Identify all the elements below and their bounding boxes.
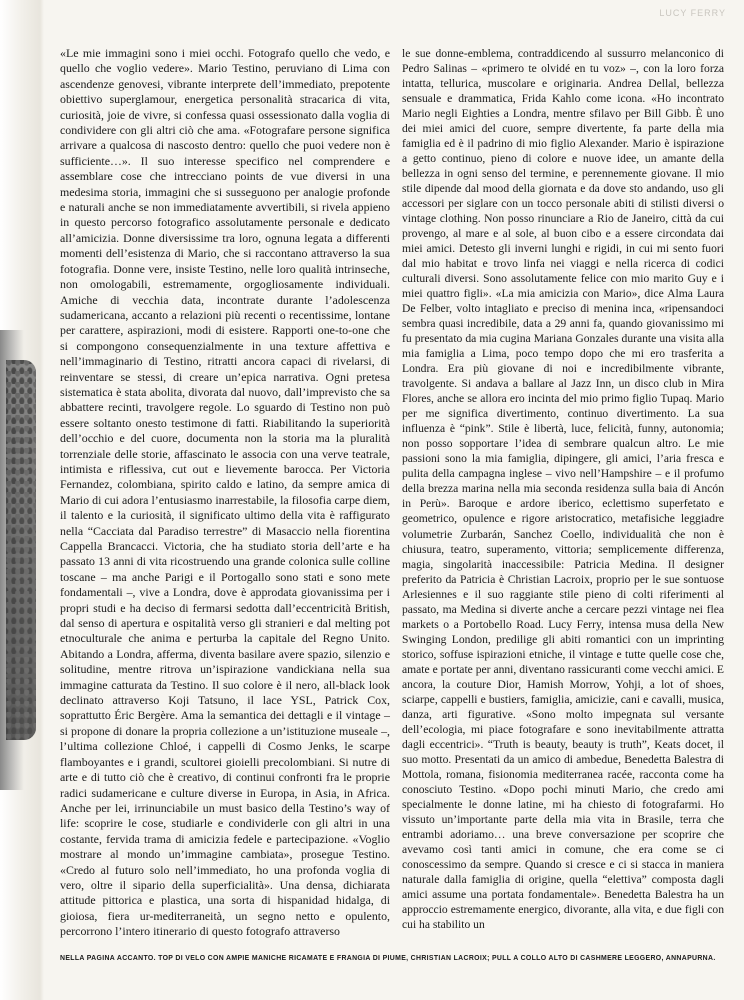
article-column-right: le sue donne-emblema, contraddicendo al sussurro melanconico di Pedro Salinas – «primero te olvidé en tu voz» –, con la loro forza intatta, tellurica, muscolare e originaria. Andrea Dellal, bellezza sensuale e drammatica, Frida Kahlo come icona. «Ho incontrato Mario negli Eighties a Londra, mentre sfilavo per Bill Gibb. È uno dei miei amici del cuore, sempre divertente, fa parte della mia famiglia ed è il padrino di mio figlio Alexander. Mario è ispirazione a getto continuo, pieno di colore e nuove idee, un amante della bellezza in ogni senso del termine, e perennemente giovane. Il mio stile dipende dal mood della giornata e da dove sto andando, uso gli accessori per siglare con un tocco personale abiti di stilisti diversi o vintage clothing. Non posso rinunciare a Rio de Janeiro, città da cui provengo, al mare e al sole, al buon cibo e a essere circondata dai miei amici. Detesto gli inverni lunghi e rigidi, in cui mi sento fuori dal mio habitat e trovo linfa nei viaggi e nella ricerca di codici culturali diversi. Sono assolutamente felice con mio marito Guy e i miei quattro figli». «La mia amicizia con Mario», dice Alma Laura De Felber, volto intagliato e preciso di menina inca, «ripensandoci sembra quasi incredibile, data a 29 anni fa, quando giovanissimo mi fu presentato da mia cugina Mariana Gonzales durante una visita alla mia famiglia a Lima, poco tempo dopo che mi ero trasferita a Londra. Era più giovane di noi e incredibilmente vibrante, travolgente. Si andava a ballare al Jazz Inn, un disco club in Mira Flores, anche se allora ero incinta del mio primo figlio Tupaq. Mario per me significa divertimento, continuo divertimento. La sua influenza è “pink”. Stile è libertà, luce, felicità, funny, autonomia; non posso sopportare l’idea di sembrare qualcun altro. Le mie passioni sono la mia famiglia, dipingere, gli amici, l’aria fresca e pulita della campagna inglese – vivo nell’Hampshire – e il profumo della brezza marina nella mia seconda residenza sulla baia di Ancón in Perù». Baroque e ardore iberico, eclettismo superfetato e geometrico, opulence e rigore aristocratico, metafisiche leggiadre volumetrie Zurbarán, Sanchez Coello, individualità che non è chiusura, teatro, superamento, vittoria; semplicemente differenza, magia, singolarità inaccessibile: Patricia Medina. Il designer preferito da Patricia è Christian Lacroix, proprio per le sue sontuose Arlesiennes e il suo raggiante stile pieno di colti riferimenti al passato, ma Medina si diverte anche a cercare pezzi vintage nei flea markets o a Portobello Road. Lucy Ferry, intensa musa della New Swinging London, predilige gli abiti romantici con un imprinting storico, soffuse ispirazioni etniche, il vintage e tutte quelle cose che, amate e portate per anni, diventano rassicuranti come vecchi amici. E ancora, la couture Dior, Hamish Morrow, Yohji, a lot of shoes, sciarpe, cappelli e bustiers, famiglia, amicizie, cani e cavalli, musica, danza, arti figurative. «Sono molto impegnata sul versante dell’ecologia, mi piace fotografare e sono inevitabilmente attratta dagli eccentrici». “Truth is beauty, beauty is truth”, Keats docet, il suo motto. Presentati da un amico di ambedue, Benedetta Balestra di Mottola, romana, fisionomia mediterranea racée, racconta come ha conosciuto Testino. «Dopo pochi minuti Mario, che credo ami specialmente le donne latine, mi ha chiesto di fotografarmi. Ho vissuto un’importante parte della mia vita in Brasile, terra che entrambi adoriamo… una breve conversazione per scoprire che avevamo così tanti amici in comune, che era come se ci conoscessimo da sempre. Quando si cresce e ci si stacca in maniera naturale dalla famiglia di origine, quella “elettiva” composta dagli amici assume una portata fondamentale». Benedetta Balestra ha un approccio estremamente energico, divorante, alla vita, e due figli con cui ha stabilito un [402,47,724,931]
facing-page-photo-fragment [6,360,36,740]
article-column-left: «Le mie immagini sono i miei occhi. Fotografo quello che vedo, e quello che voglio vedere». Mario Testino, peruviano di Lima con ascendenze genovesi, vibrante interprete dell’immediato, prepotente obiettivo superglamour, energetica personalità stracarica di vita, curiosità, joie de vivre, si confessa quasi ossessionato dalla voglia di condividere con gli altri ciò che ama. «Fotografare persone significa arrivare a qualcosa di nascosto dentro: quello che puoi vedere non è sufficiente…». Il suo interesse specifico nel comprendere e assemblare cose che intrecciano points de vue diversi in una medesima storia, immagini che si susseguono per analogie profonde e naturali anche se non immediatamente avvertibili, si rivela appieno in questo percorso fotografico assolutamente personale e dedicato all’amicizia. Donne diversissime tra loro, ognuna legata a differenti momenti dell’esistenza di Mario, che si raccontano attraverso la sua fotografia. Donne vere, insiste Testino, nelle loro qualità intrinseche, non omologabili, estremamente, orgogliosamente individuali. Amiche di vecchia data, incontrate durante l’adolescenza sudamericana, accanto a relazioni più recenti o recentissime, lontane per carattere, aspirazioni, modi di esistere. Rapporti one-to-one che si compongono consequenzialmente in una texture affettiva e nell’immaginario di Testino, ritratti ancora capaci di rivelarsi, di reinventare se stessi, di creare un’epica narrativa. Ogni pretesa sistematica è stata abolita, divorata dal nuovo, dall’imprevisto che sa abbattere recinti, travolgere regole. Lo sguardo di Testino non può essere soltanto onesto testimone di fatti. Riabilitando la superiorità dell’occhio e del cuore, documenta non la storia ma la pluralità torrenziale delle storie, affascinato le associa con una verve teatrale, intimista e riflessiva, cut out e lievemente barocca. Per Victoria Fernandez, colombiana, spirito caldo e latino, da sempre amica di Mario di cui adora l’entusiasmo inarrestabile, la filosofia carpe diem, il talento e la curiosità, il significato ultimo della vita è raffigurato nella “Cacciata dal Paradiso terrestre” di Masaccio nella fiorentina Cappella Brancacci. Victoria, che ha studiato storia dell’arte e ha passato 13 anni di vita ricostruendo una grande colonica sulle colline toscane – ma anche Parigi e il Portogallo sono stati e sono mete fondamentali –, vive a Londra, dove è approdata giovanissima per i propri studi e ha deciso di fermarsi sedotta dall’eccentricità British, dal senso di apertura e ospitalità verso gli stranieri e dal melting pot etnoculturale che anima e perturba la capitale del Regno Unito. Abitando a Londra, afferma, diventa basilare avere spazio, silenzio e solitudine, mentre ritrova un’ispirazione vandickiana nella sua immagine catturata da Testino. Il suo colore è il nero, all-black look declinato attraverso Koji Tatsuno, il lace YSL, Patrick Cox, soprattutto Éric Bergère. Ama la semantica dei dettagli e il vintage – si propone di donare la propria collezione a un’istituzione museale –, l’ultima collezione Chloé, i cappelli di Cosmo Jenks, le scarpe flamboyantes e i grandi, scultorei gioielli precolombiani. Si nutre di arte e di tutto ciò che è creativo, di continui confronti fra le proprie radici sudamericane e culture diverse in Europa, in Asia, in Africa. Anche per lei, irrinunciabile un must basico della Testino’s way of life: scoprire le cose, studiarle e condividerle con gli altri in una costante, fervida trama di amicizia fedele e partecipazione. «Voglio mostrare al mondo un’immagine cambiata», prosegue Testino. «Credo al futuro solo nell’immediato, ho una profonda voglia di vero, oltre il sipario della superficialità». Una densa, dichiarata attitude pittorica e plastica, una sorta di hispanidad hidalga, di gioiosa, fiera ur-mediterraneità, un segno netto e opulento, percorrono l’intero itinerario di questo fotografo attraverso [60,46,390,939]
facing-page-edge [0,0,44,1000]
running-head: LUCY FERRY [659,8,726,18]
photo-caption: NELLA PAGINA ACCANTO. TOP DI VELO CON AMPIE MANICHE RICAMATE E FRANGIA DI PIUME, CHRISTIAN LACROIX; PULL A COLLO ALTO DI CASHMERE LEGGERO, ANNAPURNA. [60,955,716,962]
